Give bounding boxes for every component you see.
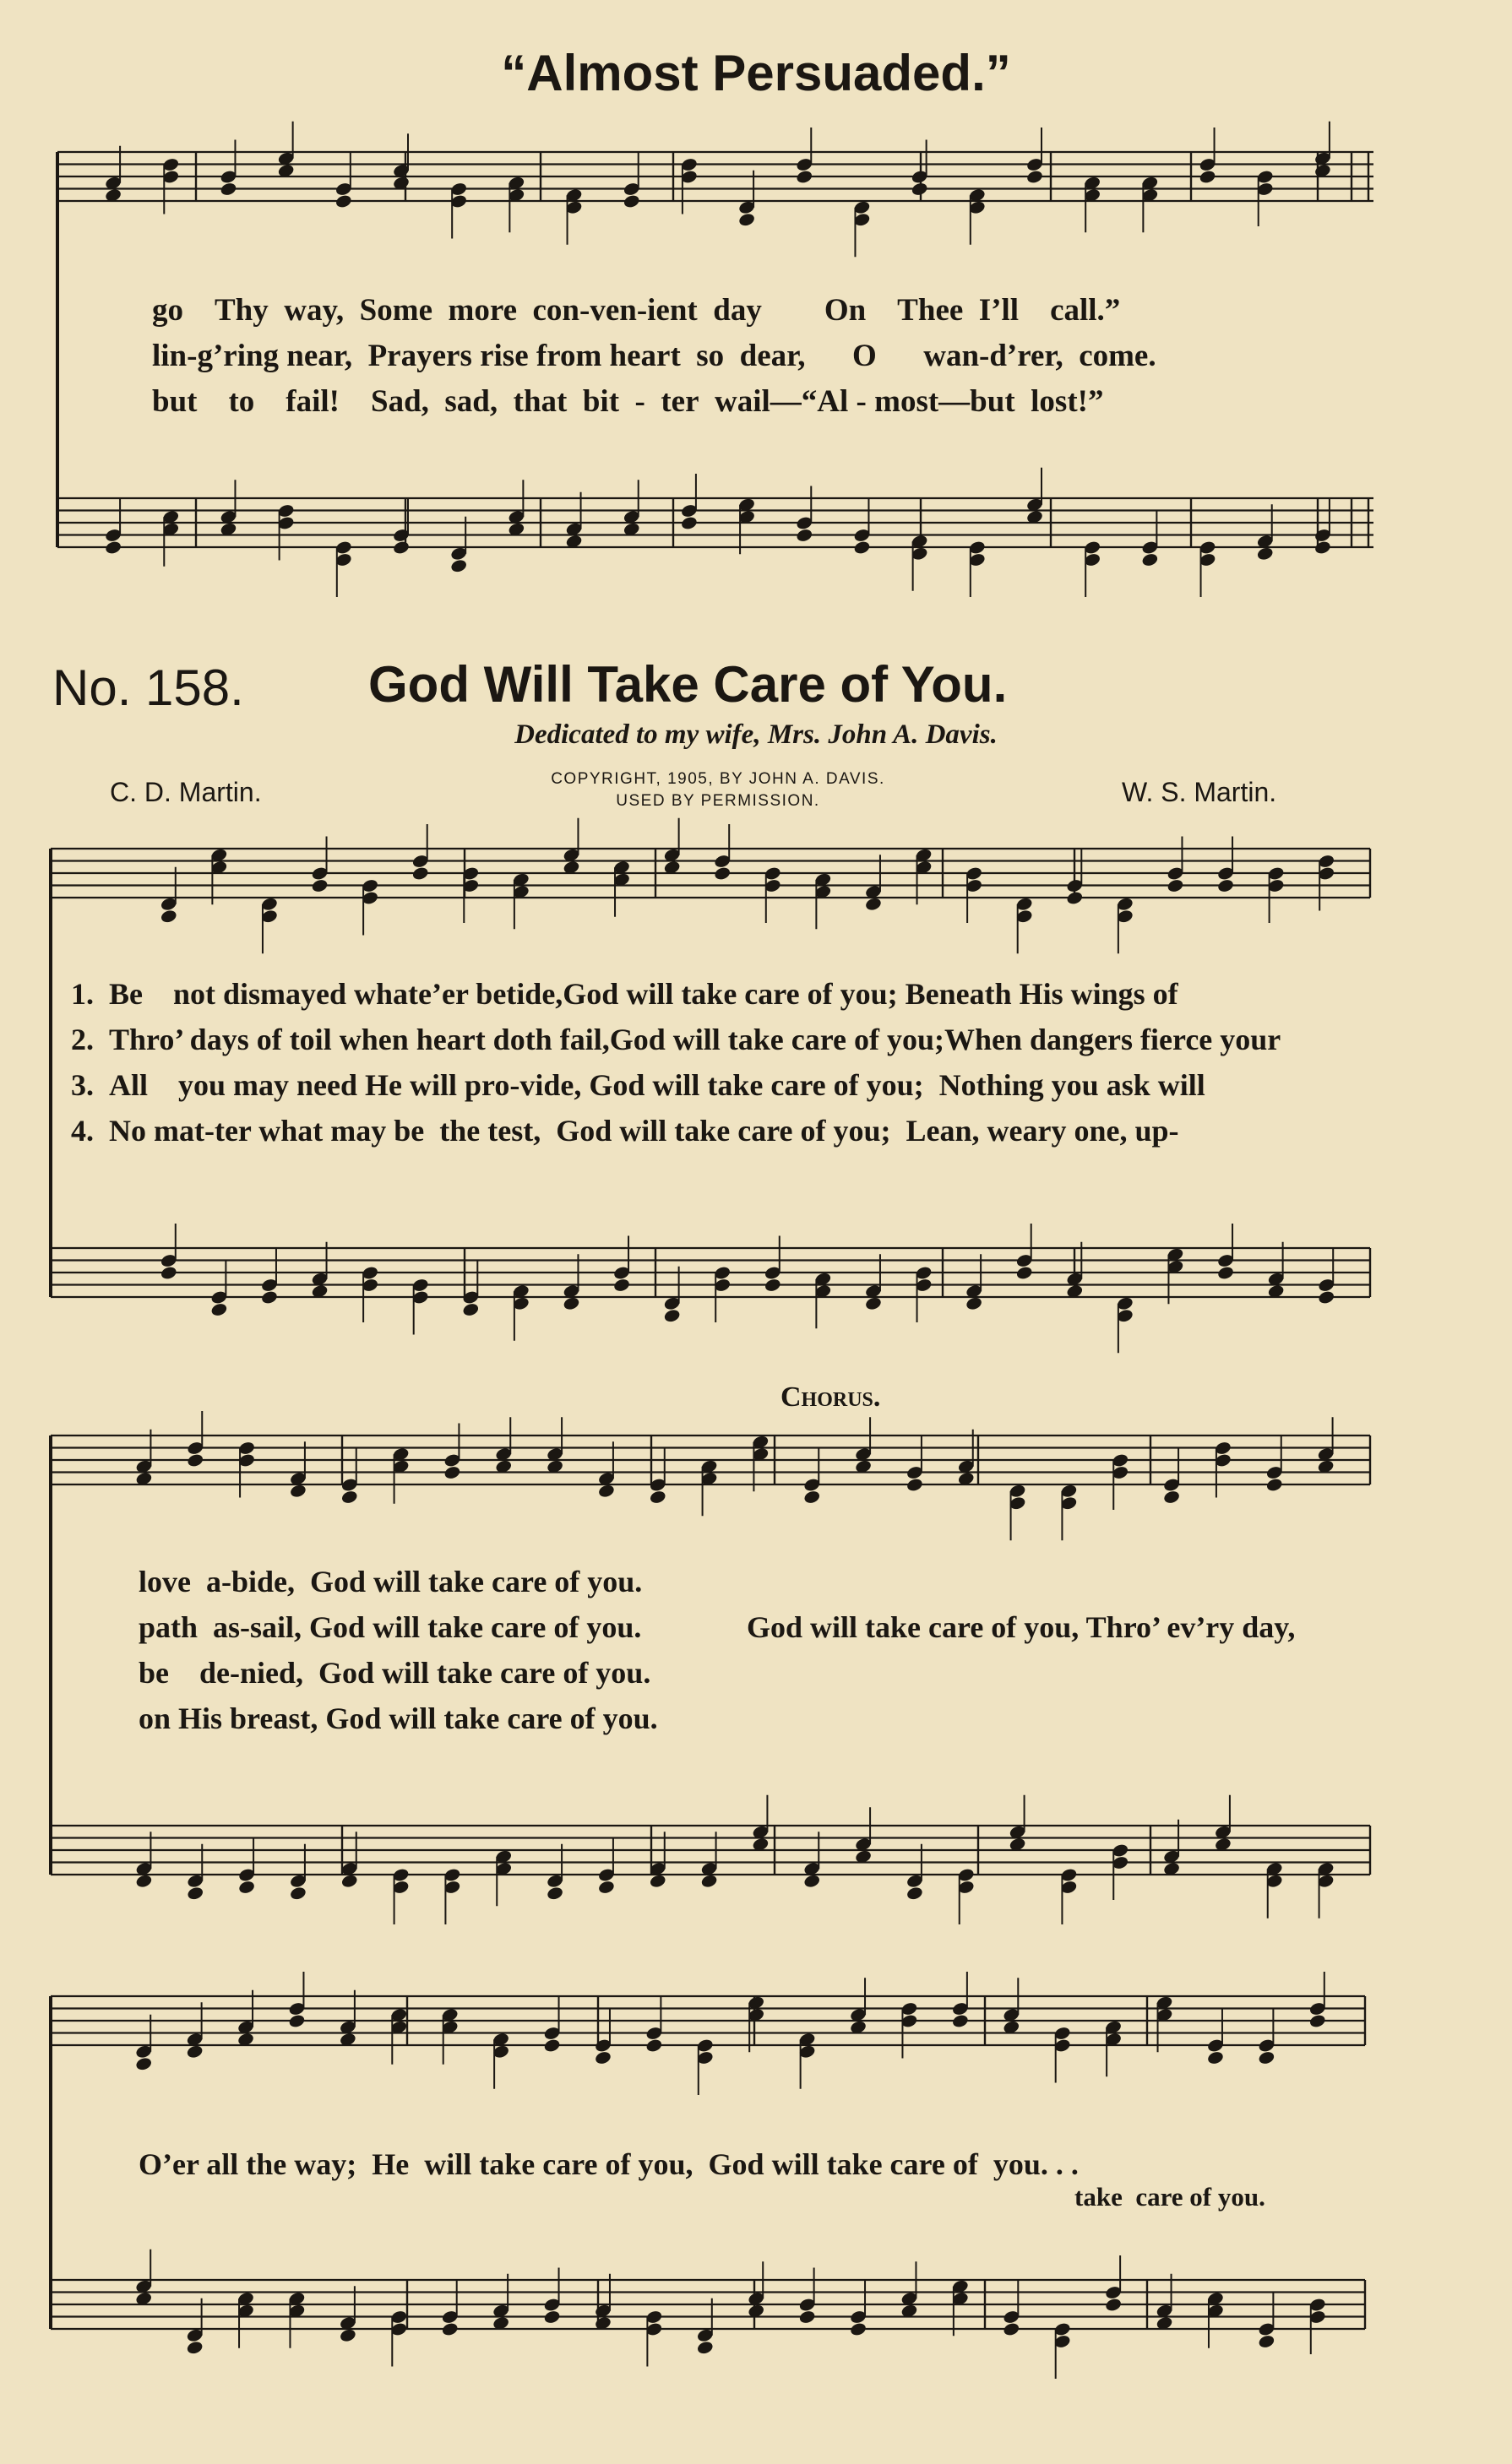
copyright-line-1: COPYRIGHT, 1905, BY JOHN A. DAVIS. xyxy=(551,770,885,788)
verse-3-line: 3. All you may need He will pro-vide, God will take care of you; Nothing you ask will xyxy=(71,1068,1205,1102)
song1-lyric-line-2: lin-g’ring near, Prayers rise from heart so dear, O wan-d’rer, come. xyxy=(152,339,1156,373)
song1-lyric-line-1: go Thy way, Some more con-ven-ient day On Thee I’ll call.” xyxy=(152,293,1121,328)
verse-1-line: 1. Be not dismayed whate’er betide,God will take care of you; Beneath His wings of xyxy=(71,977,1178,1011)
song1-bass-staff xyxy=(57,498,1373,547)
verse-1-ending: love a-bide, God will take care of you. xyxy=(139,1565,643,1598)
song2-sys1-bass-notes xyxy=(160,1224,1335,1353)
lyricist: C. D. Martin. xyxy=(110,777,262,807)
song1-title: “Almost Persuaded.” xyxy=(501,45,1011,101)
verse-4-line: 4. No mat-ter what may be the test, God will take care of you; Lean, weary one, up- xyxy=(71,1114,1179,1148)
hymn-title: God Will Take Care of You. xyxy=(368,656,1008,713)
song1-treble-staff xyxy=(57,152,1373,201)
copyright-line-2: USED BY PERMISSION. xyxy=(616,792,820,810)
chorus-line-1: God will take care of you, Thro’ ev’ry day, xyxy=(747,1610,1296,1644)
chorus-line-2: O’er all the way; He will take care of you, God will take care of you. . . xyxy=(139,2147,1079,2181)
copyright-notice xyxy=(473,768,963,812)
song2-sys2-treble-notes xyxy=(135,1411,1335,1540)
verse-3-ending: be de-nied, God will take care of you. xyxy=(139,1656,651,1690)
chorus-echo: take care of you. xyxy=(1074,2182,1265,2212)
dedication: Dedicated to my wife, Mrs. John A. Davis. xyxy=(514,719,998,750)
composer: W. S. Martin. xyxy=(1122,777,1277,807)
verse-2-line: 2. Thro’ days of toil when heart doth fail,God will take care of you;When dangers fierce your xyxy=(71,1023,1281,1056)
verse-2-ending: path as-sail, God will take care of you. xyxy=(139,1610,642,1644)
song2-sys2-bass-notes xyxy=(135,1795,1335,1924)
verse-4-ending: on His breast, God will take care of you. xyxy=(139,1701,658,1735)
hymn-number: No. 158. xyxy=(52,659,244,716)
song1-lyric-line-3: but to fail! Sad, sad, that bit - ter wail—“Al - most—but lost!” xyxy=(152,384,1104,419)
song1-bass-notes xyxy=(104,468,1331,597)
chorus-label: Chorus. xyxy=(780,1381,881,1413)
